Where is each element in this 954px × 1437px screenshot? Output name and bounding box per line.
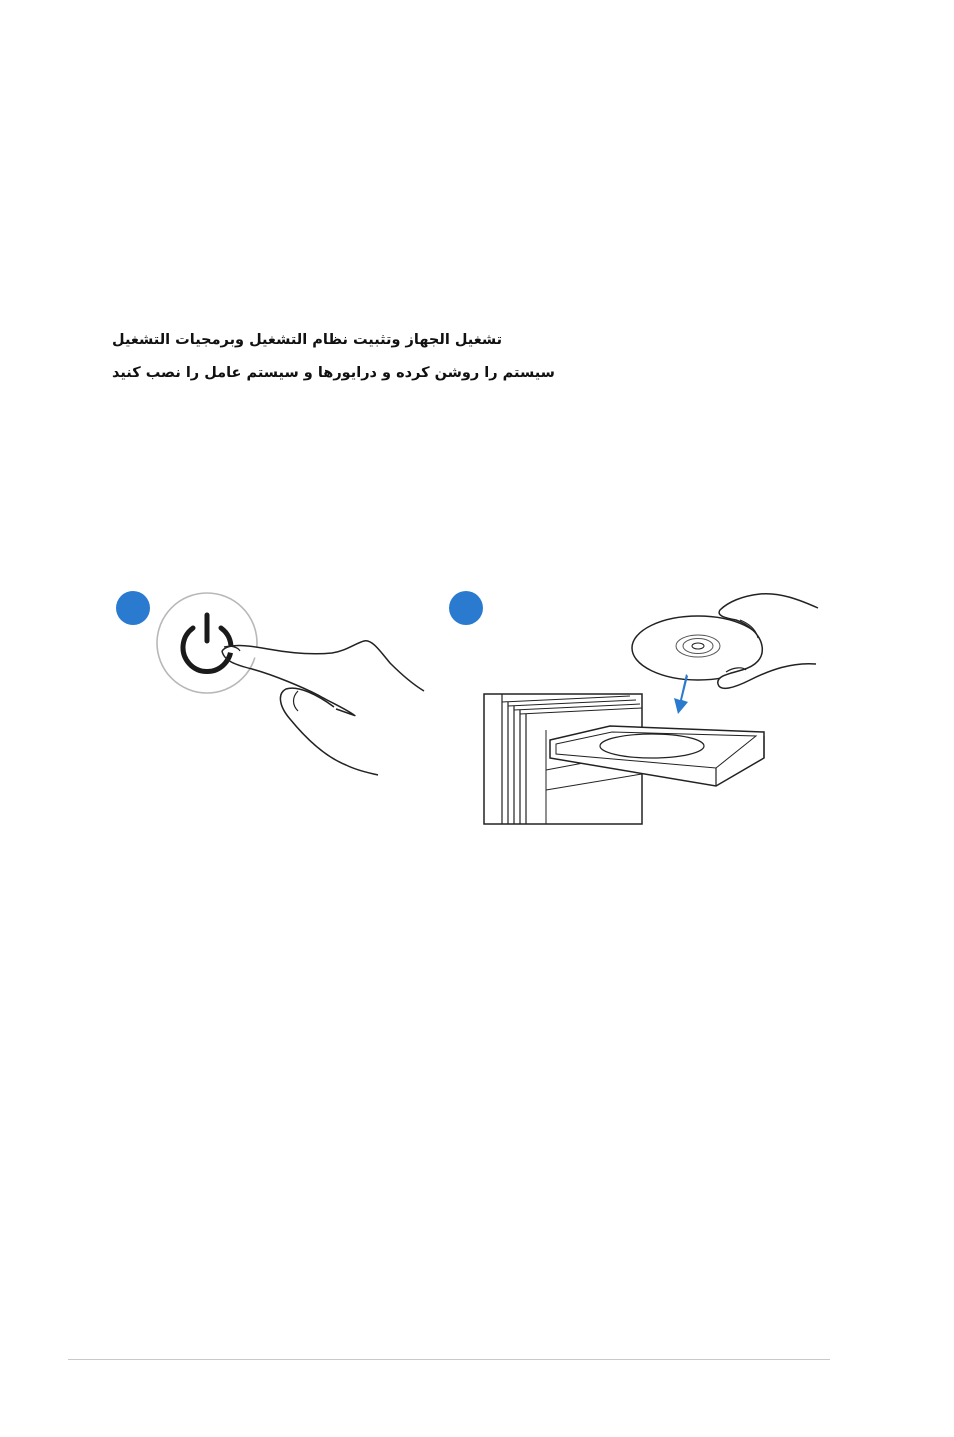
heading-arabic: تشغيل الجهاز وتثبيت نظام التشغيل وبرمجيات التشغيل (112, 332, 503, 348)
step-2-badge (449, 591, 483, 625)
heading-persian: سیستم را روشن کرده و درایورها و سیستم عامل را نصب کنید (112, 365, 555, 381)
footer-divider (68, 1359, 830, 1360)
disc-hole (692, 643, 704, 649)
optical-drive-disc-icon (480, 590, 825, 830)
insert-arrow (674, 674, 688, 714)
power-button-icon (150, 585, 440, 785)
step-1-badge (116, 591, 150, 625)
knuckle-detail (294, 691, 299, 711)
